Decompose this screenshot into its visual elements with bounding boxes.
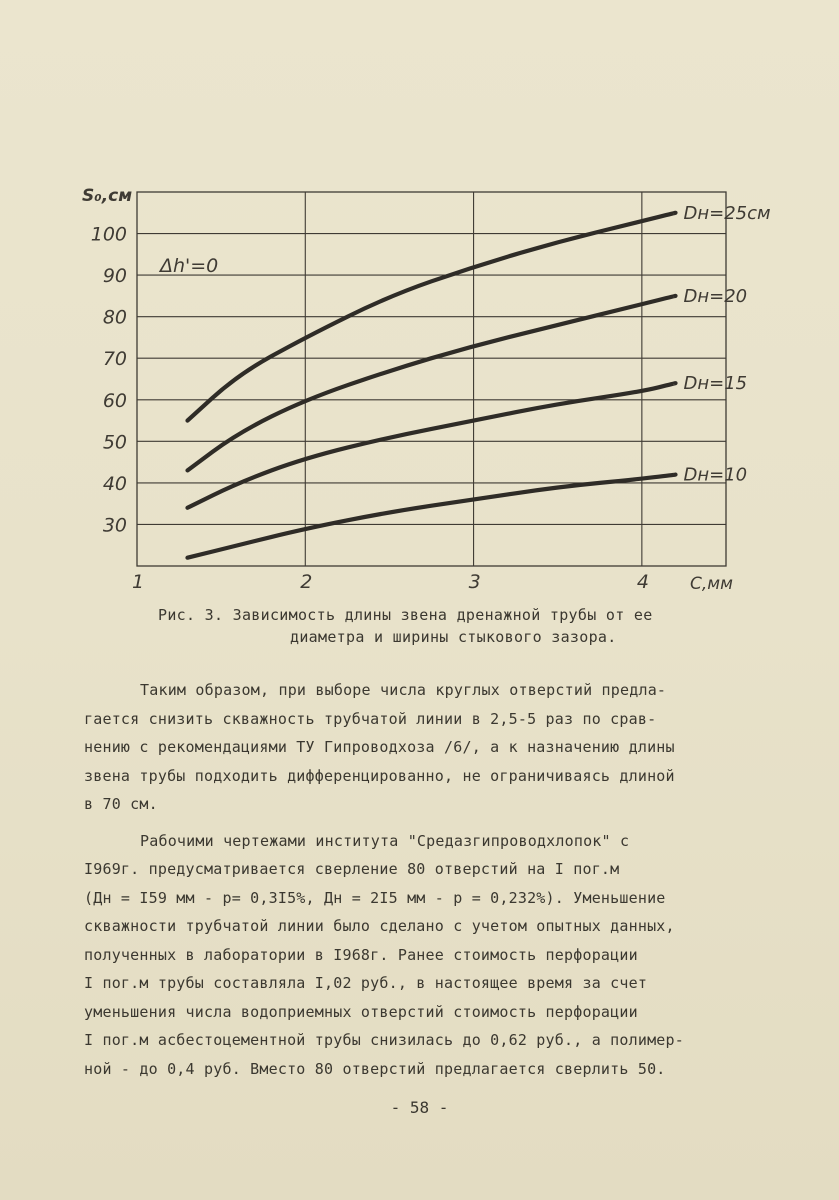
text-line: гается снизить скважность трубчатой линии в 2,5-5 раз по срав- bbox=[84, 709, 657, 728]
series-label: Dн=20 bbox=[683, 285, 748, 307]
x-axis-label: C,мм bbox=[690, 574, 733, 594]
text-line: (Дн = I59 мм - р= 0,3I5%, Дн = 2I5 мм - р = 0,232%). Уменьшение bbox=[84, 888, 666, 907]
chart-grid bbox=[137, 192, 726, 566]
caption-line-2: диаметра и ширины стыкового зазора. bbox=[290, 628, 617, 646]
text-line: нению с рекомендациями ТУ Гипроводхоза /6/, а к назначению длины bbox=[84, 738, 675, 756]
page-number: - 58 - bbox=[390, 1098, 449, 1117]
y-tick-label: 70 bbox=[102, 348, 127, 371]
x-tick-label: 2 bbox=[300, 571, 313, 593]
figure-caption bbox=[158, 604, 778, 648]
text-line: звена трубы подходить дифференцированно, не ограничиваясь длиной bbox=[84, 766, 675, 785]
caption-line-1: Рис. 3. Зависимость длины звена дренажной трубы от ее bbox=[158, 606, 653, 624]
text-line: I пог.м асбестоцементной трубы снизилась до 0,62 руб., а полимер- bbox=[84, 1031, 684, 1049]
y-tick-label: 60 bbox=[102, 389, 127, 412]
text-line: I969г. предусматривается сверление 80 отверстий на I пог.м bbox=[84, 860, 620, 878]
text-line: Таким образом, при выборе числа круглых отверстий предла- bbox=[140, 681, 667, 699]
x-tick-label: 4 bbox=[636, 571, 649, 593]
text-line: полученных в лаборатории в I968г. Ранее стоимость перфорации bbox=[84, 945, 638, 964]
text-line: уменьшения числа водоприемных отверстий стоимость перфорации bbox=[84, 1002, 638, 1021]
y-tick-label: 100 bbox=[90, 223, 127, 246]
text-line: скважности трубчатой линии было сделано с учетом опытных данных, bbox=[84, 917, 675, 935]
y-axis-label: S₀,см bbox=[82, 186, 133, 206]
text-line: Рабочими чертежами института "Средазгипроводхлопок" с bbox=[140, 831, 630, 850]
y-tick-label: 80 bbox=[102, 306, 127, 329]
paragraph-1 bbox=[84, 676, 784, 819]
text-line: I пог.м трубы составляла I,02 руб., в настоящее время за счет bbox=[84, 974, 648, 992]
series-line-1 bbox=[188, 296, 676, 471]
y-tick-label: 90 bbox=[102, 265, 127, 288]
y-tick-label: 50 bbox=[102, 431, 127, 454]
body-text bbox=[84, 676, 784, 1083]
chart-annotation: Δh'=0 bbox=[160, 255, 219, 277]
paragraph-2 bbox=[84, 827, 784, 1084]
y-tick-label: 40 bbox=[102, 472, 127, 495]
chart-labels bbox=[82, 186, 771, 594]
series-line-2 bbox=[188, 383, 676, 508]
series-label: Dн=15 bbox=[683, 373, 748, 395]
series-label: Dн=10 bbox=[683, 464, 748, 486]
text-line: ной - до 0,4 руб. Вместо 80 отверстий предлагается сверлить 50. bbox=[84, 1059, 666, 1078]
text-line: в 70 см. bbox=[84, 795, 158, 813]
chart-axes bbox=[137, 192, 726, 566]
series-line-3 bbox=[188, 475, 676, 558]
x-tick-label: 1 bbox=[132, 571, 145, 593]
x-tick-label: 3 bbox=[468, 571, 481, 593]
chart-series bbox=[188, 213, 676, 558]
y-tick-label: 30 bbox=[102, 514, 127, 537]
series-label: Dн=25см bbox=[683, 202, 771, 224]
plot-frame bbox=[137, 192, 726, 566]
